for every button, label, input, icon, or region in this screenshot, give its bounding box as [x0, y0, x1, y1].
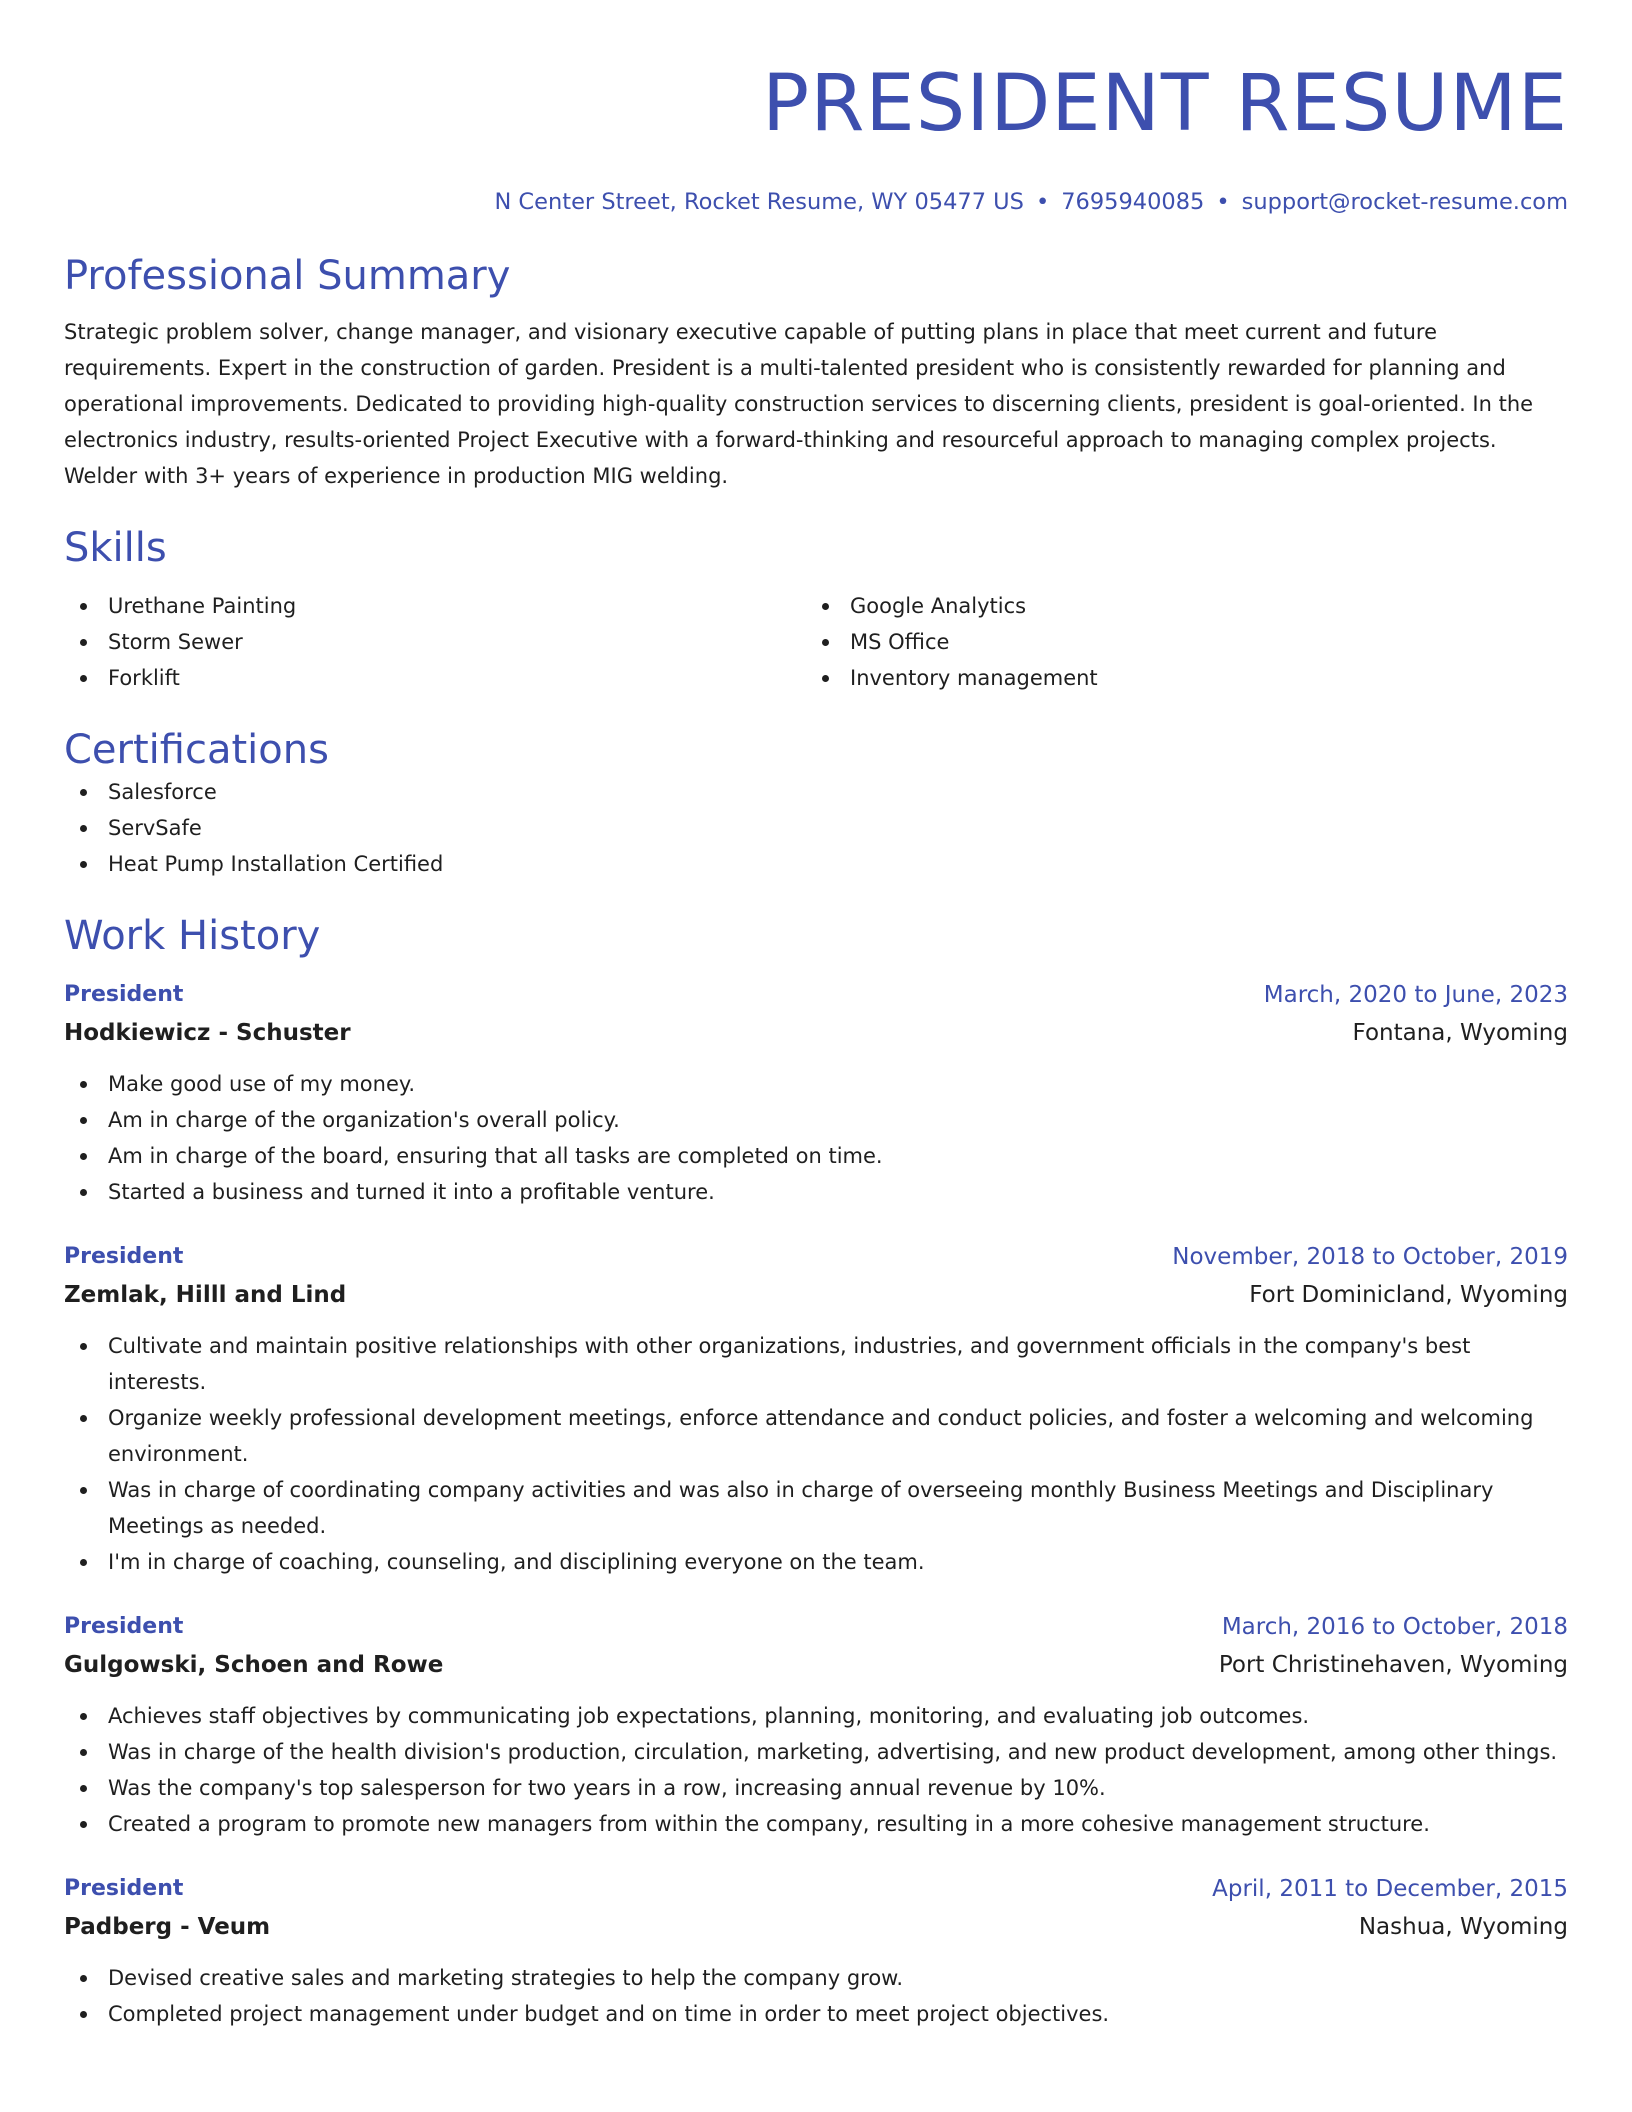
certifications-heading: Certifications — [64, 727, 329, 773]
job-header-row — [64, 976, 1568, 1014]
job-company-row — [64, 1646, 1568, 1684]
job-bullet: Started a business and turned it into a profitable venture. — [64, 1174, 1568, 1210]
job-company-row — [64, 1276, 1568, 1314]
job-location: Nashua, Wyoming — [1358, 1914, 1568, 1940]
job-bullet: Cultivate and maintain positive relationships with other organizations, industries, and government officials in the company's best interests. — [64, 1328, 1568, 1400]
job-company: Padberg - Veum — [64, 1914, 271, 1940]
resume-name: PRESIDENT RESUME — [762, 59, 1568, 149]
job-bullet: Am in charge of the organization's overall policy. — [64, 1102, 1568, 1138]
job-location: Port Christinehaven, Wyoming — [1218, 1652, 1568, 1678]
job-header-row — [64, 1238, 1568, 1276]
job-bullet: Was in charge of the health division's production, circulation, marketing, advertising, and new product development, among other things. — [64, 1734, 1568, 1770]
contact-separator: • — [1035, 189, 1050, 215]
certifications-list — [64, 774, 1568, 882]
contact-email: support@rocket-resume.com — [1241, 189, 1568, 215]
skill-item: MS Office — [806, 624, 1548, 660]
job-company: Gulgowski, Schoen and Rowe — [64, 1652, 444, 1678]
work-history-heading: Work History — [64, 913, 321, 959]
job-company: Zemlak, Hilll and Lind — [64, 1282, 347, 1308]
contact-address: N Center Street, Rocket Resume, WY 05477 US — [494, 189, 1024, 215]
job-header-row — [64, 1608, 1568, 1646]
certification-item: ServSafe — [64, 810, 1568, 846]
summary-heading: Professional Summary — [64, 253, 511, 299]
job-bullets — [64, 1960, 1568, 2032]
job-location: Fort Dominicland, Wyoming — [1249, 1282, 1568, 1308]
job-entry — [64, 976, 1568, 1210]
summary-text: Strategic problem solver, change manager, and visionary executive capable of putting plans in place that meet current and future requirements. Expert in the construction of garden. President is a multi-talented president who is consistently rewarded for planning and operational improvements. Dedicated to providing high-quality construction services to discerning clients, president is goal-oriented. In the electronics industry, results-oriented Project Executive with a forward-thinking and resourceful approach to managing complex projects. Welder with 3+ years of experience in production MIG welding. — [64, 320, 1534, 488]
job-bullet: Make good use of my money. — [64, 1066, 1568, 1102]
job-bullet: I'm in charge of coaching, counseling, and disciplining everyone on the team. — [64, 1544, 1568, 1580]
skill-item: Urethane Painting — [64, 588, 806, 624]
contact-line — [64, 189, 1568, 215]
skill-item: Google Analytics — [806, 588, 1548, 624]
job-title: President — [64, 1614, 184, 1639]
job-bullet: Was the company's top salesperson for two years in a row, increasing annual revenue by 10%. — [64, 1770, 1568, 1806]
job-entry — [64, 1238, 1568, 1580]
job-bullet: Organize weekly professional development meetings, enforce attendance and conduct policies, and foster a welcoming and welcoming environment. — [64, 1400, 1568, 1472]
contact-phone: 7695940085 — [1061, 189, 1205, 215]
job-entry — [64, 1608, 1568, 1842]
job-company: Hodkiewicz - Schuster — [64, 1020, 351, 1046]
skills-heading: Skills — [64, 525, 167, 571]
contact-separator: • — [1216, 189, 1230, 215]
job-title: President — [64, 982, 184, 1007]
job-entry — [64, 1870, 1568, 2032]
job-title: President — [64, 1876, 184, 1901]
skills-list-right — [806, 588, 1548, 696]
skill-item: Forklift — [64, 660, 806, 696]
job-bullet: Am in charge of the board, ensuring that all tasks are completed on time. — [64, 1138, 1568, 1174]
job-dates: March, 2016 to October, 2018 — [1221, 1614, 1568, 1640]
skills-grid — [64, 588, 1568, 696]
job-dates: November, 2018 to October, 2019 — [1172, 1244, 1568, 1270]
job-location: Fontana, Wyoming — [1352, 1020, 1568, 1046]
job-title: President — [64, 1244, 184, 1269]
job-company-row — [64, 1908, 1568, 1946]
job-header-row — [64, 1870, 1568, 1908]
job-bullet: Completed project management under budget and on time in order to meet project objectives. — [64, 1996, 1568, 2032]
skills-list-left — [64, 588, 806, 696]
skill-item: Inventory management — [806, 660, 1548, 696]
job-company-row — [64, 1014, 1568, 1052]
job-bullets — [64, 1698, 1568, 1842]
job-bullet: Devised creative sales and marketing strategies to help the company grow. — [64, 1960, 1568, 1996]
skill-item: Storm Sewer — [64, 624, 806, 660]
certification-item: Salesforce — [64, 774, 1568, 810]
job-bullet: Created a program to promote new managers from within the company, resulting in a more cohesive management structure. — [64, 1806, 1568, 1842]
job-bullet: Achieves staff objectives by communicating job expectations, planning, monitoring, and evaluating job outcomes. — [64, 1698, 1568, 1734]
job-dates: April, 2011 to December, 2015 — [1212, 1876, 1568, 1902]
job-dates: March, 2020 to June, 2023 — [1263, 982, 1568, 1008]
certification-item: Heat Pump Installation Certified — [64, 846, 1568, 882]
job-bullet: Was in charge of coordinating company activities and was also in charge of overseeing monthly Business Meetings and Disciplinary Meetings as needed. — [64, 1472, 1568, 1544]
job-bullets — [64, 1328, 1568, 1580]
job-bullets — [64, 1066, 1568, 1210]
